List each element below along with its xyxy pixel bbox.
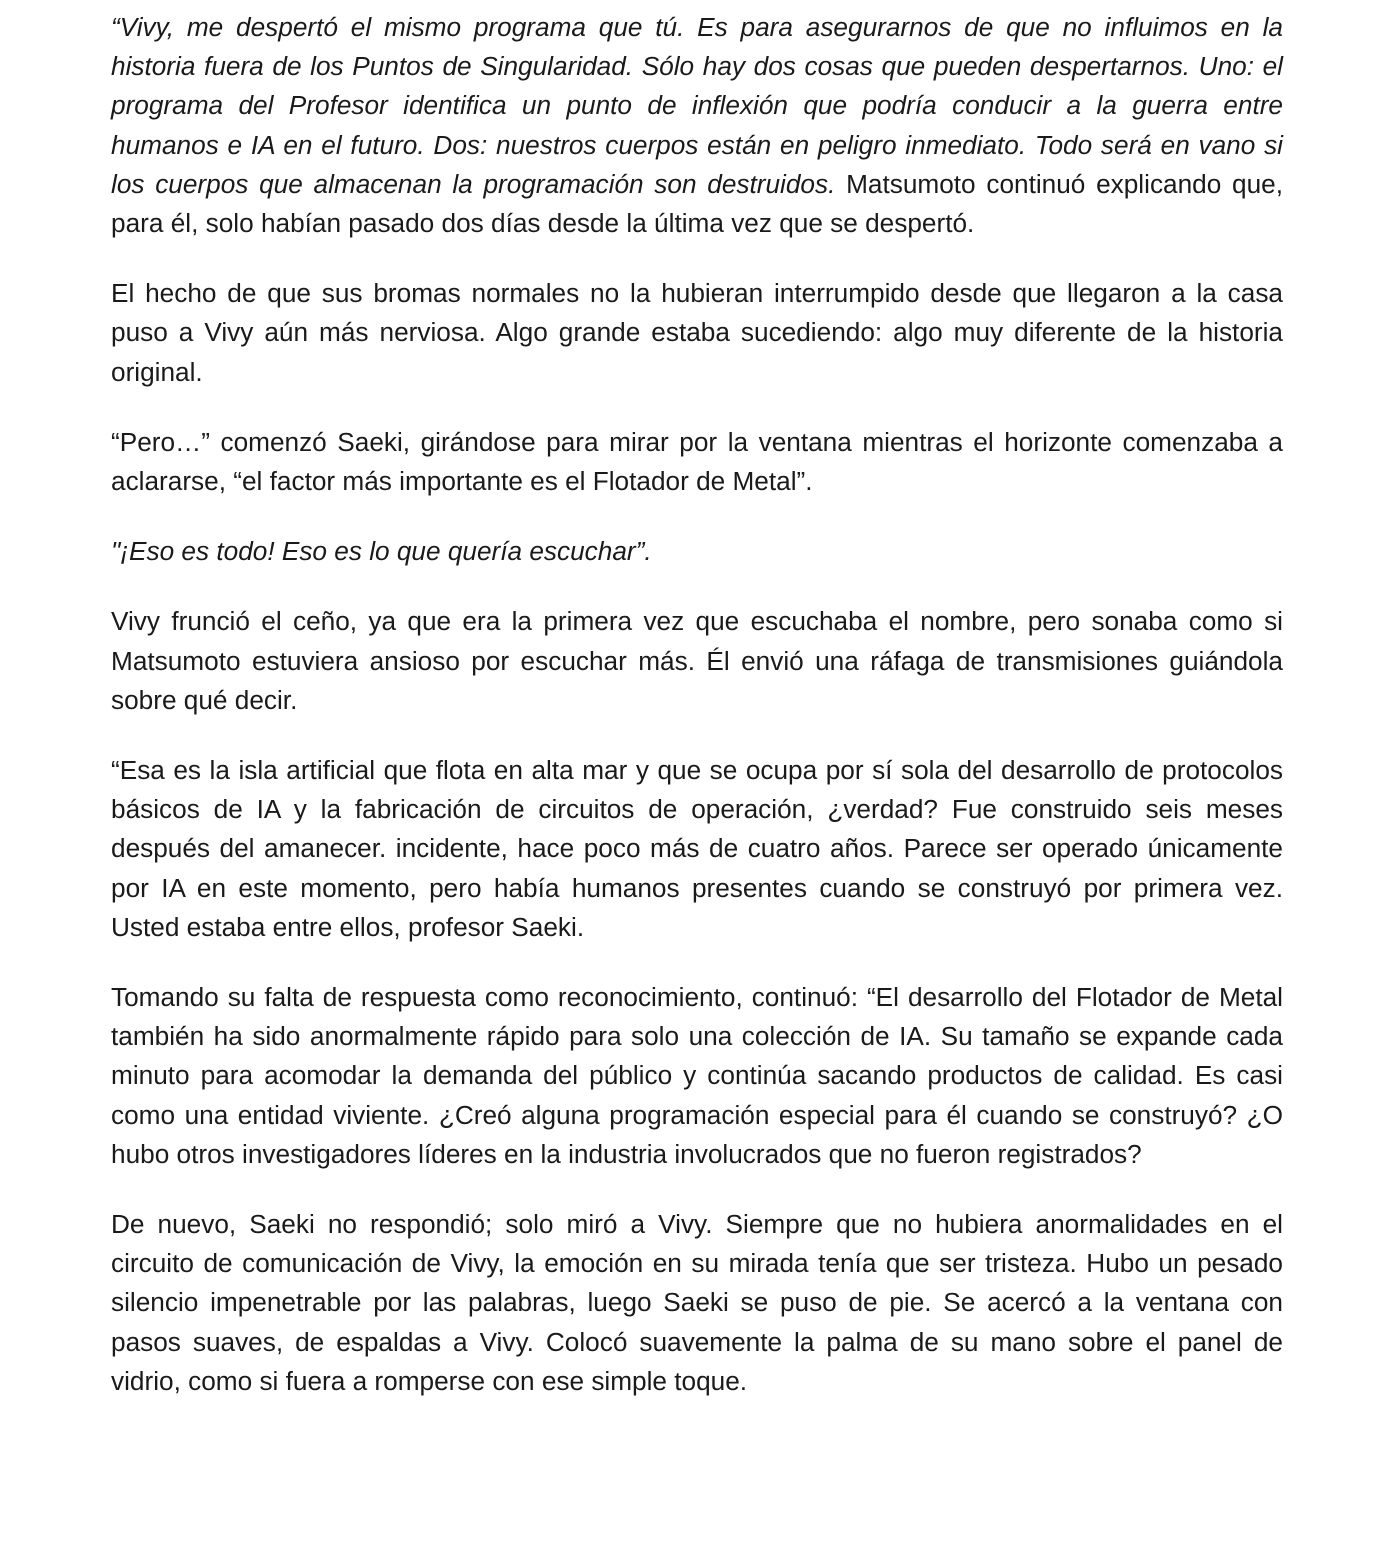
paragraph-2: El hecho de que sus bromas normales no la hubieran interrumpido desde que llegaron a la casa puso a Vivy aún más nerviosa. Algo grande estaba sucediendo: algo muy diferente de la historia original. [111,278,1283,387]
paragraph-6: “Esa es la isla artificial que flota en alta mar y que se ocupa por sí sola del desarrollo de protocolos básicos de IA y la fabricación de circuitos de operación, ¿verdad? Fue construido seis meses después del amanecer. incidente, hace poco más de cuatro años. Parece ser operado únicamente por IA en este momento, pero había humanos presentes cuando se construyó por primera vez. Usted estaba entre ellos, profesor Saeki. [111,755,1283,942]
paragraph-1-italic: “Vivy, me despertó el mismo programa que tú. Es para asegurarnos de que no influimos en la historia fuera de los Puntos de Singularidad. Sólo hay dos cosas que pueden despertarnos. Uno: el programa del Profesor identifica un punto de inflexión que podría conducir a la guerra entre humanos e IA en el futuro. Dos: nuestros cuerpos están en peligro inmediato. Todo será en vano si los cuerpos que almacenan la programación son destruidos. [111,12,1283,199]
document-page [111,8,1283,1432]
paragraph-8: De nuevo, Saeki no respondió; solo miró a Vivy. Siempre que no hubiera anormalidades en el circuito de comunicación de Vivy, la emoción en su mirada tenía que ser tristeza. Hubo un pesado silencio impenetrable por las palabras, luego Saeki se puso de pie. Se acercó a la ventana con pasos suaves, de espaldas a Vivy. Colocó suavemente la palma de su mano sobre el panel de vidrio, como si fuera a romperse con ese simple toque. [111,1209,1283,1396]
paragraph-5: Vivy frunció el ceño, ya que era la primera vez que escuchaba el nombre, pero sonaba como si Matsumoto estuviera ansioso por escuchar más. Él envió una ráfaga de transmisiones guiándola sobre qué decir. [111,606,1283,715]
paragraph-1-normal: Matsumoto continuó explicando que, para él, solo habían pasado dos días desde la última vez que se despertó. [111,168,1283,239]
paragraph-7: Tomando su falta de respuesta como reconocimiento, continuó: “El desarrollo del Flotador de Metal también ha sido anormalmente rápido para solo una colección de IA. Su tamaño se expande cada minuto para acomodar la demanda del público y continúa sacando productos de calidad. Es casi como una entidad viviente. ¿Creó alguna programación especial para él cuando se construyó? ¿O hubo otros investigadores líderes en la industria involucrados que no fueron registrados? [111,982,1283,1169]
paragraph-4: "¡Eso es todo! Eso es lo que quería escuchar”. [111,536,652,567]
paragraph-1 [111,8,1283,243]
paragraph-3: “Pero…” comenzó Saeki, girándose para mirar por la ventana mientras el horizonte comenzaba a aclararse, “el factor más importante es el Flotador de Metal”. [111,426,1283,497]
